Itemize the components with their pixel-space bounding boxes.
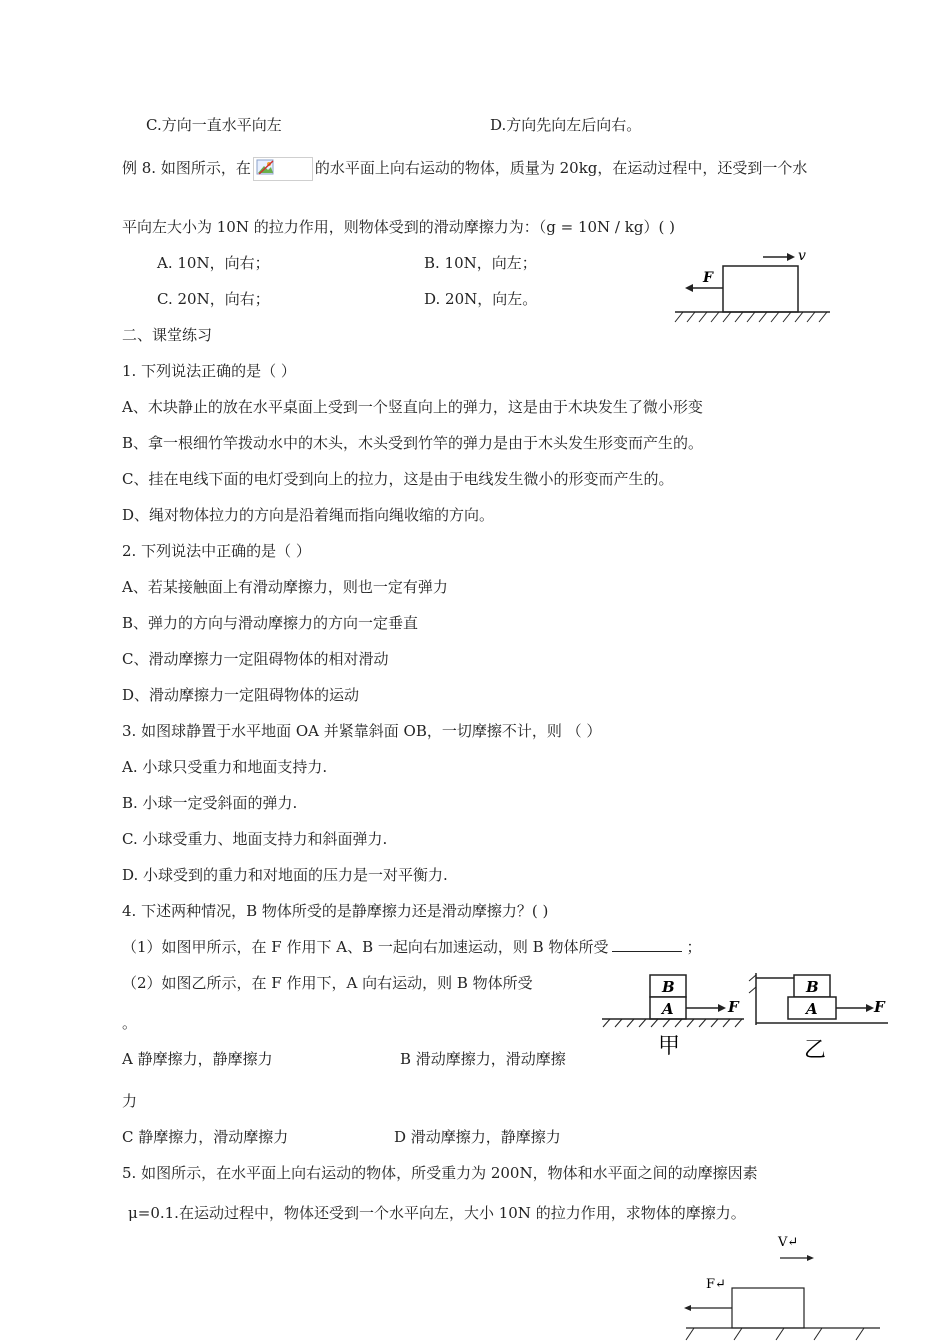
block-b-label: B: [662, 978, 675, 996]
q3-option-b: B. 小球一定受斜面的弹力.: [122, 794, 298, 812]
ex8-stem-a: 例 8. 如图所示，在: [122, 159, 251, 177]
block-b-label: B: [806, 978, 819, 996]
ex8-option-a: A. 10N，向右；: [157, 254, 270, 272]
q4-part2-end: 。: [122, 1014, 138, 1032]
q4-part1-text: （1）如图甲所示，在 F 作用下 A、B 一起向右加速运动，则 B 物体所受: [122, 938, 609, 956]
block-a-label: A: [806, 1000, 818, 1018]
velocity-label: v: [798, 248, 806, 264]
force-label: F: [874, 998, 885, 1016]
q2-option-c: C、滑动摩擦力一定阻碍物体的相对滑动: [122, 650, 389, 668]
q5-figure: [680, 1228, 885, 1344]
q4-option-c: C 静摩擦力，滑动摩擦力: [122, 1128, 289, 1146]
q2-option-b: B、弹力的方向与滑动摩擦力的方向一定垂直: [122, 614, 419, 632]
q5-stem2: μ=0.1.在运动过程中，物体还受到一个水平向左，大小 10N 的拉力作用，求物体的摩擦力。: [128, 1204, 746, 1222]
q3-stem: 3. 如图球静置于水平地面 OA 并紧靠斜面 OB，一切摩擦不计，则 （ ）: [122, 722, 602, 740]
ex8-figure: [665, 240, 840, 330]
figure-yi: [749, 973, 888, 1063]
ex8-option-b: B. 10N，向左；: [424, 254, 537, 272]
q1-stem: 1. 下列说法正确的是（ ）: [122, 362, 296, 380]
force-arrowhead-icon: [718, 1004, 726, 1012]
q1-option-d: D、绳对物体拉力的方向是沿着绳而指向绳收缩的方向。: [122, 506, 495, 524]
velocity-label: V↵: [778, 1235, 799, 1250]
section-title: 二、课堂练习: [122, 326, 213, 344]
q1-option-c: C、挂在电线下面的电灯受到向上的拉力，这是由于电线发生微小的形变而产生的。: [122, 470, 674, 488]
q4-part1-blank: [612, 937, 682, 952]
wall-hatch: [749, 975, 756, 993]
q4-part2: （2）如图乙所示，在 F 作用下，A 向右运动，则 B 物体所受: [122, 974, 533, 992]
q3-option-c: C. 小球受重力、地面支持力和斜面弹力.: [122, 830, 388, 848]
force-label: F: [728, 998, 739, 1016]
block: [732, 1288, 804, 1328]
ground-hatch: [675, 312, 827, 322]
q2-option-a: A、若某接触面上有滑动摩擦力，则也一定有弹力: [122, 578, 448, 596]
block: [723, 266, 798, 312]
q4-option-b: B 滑动摩擦力，滑动摩擦: [400, 1050, 566, 1068]
ground-hatch: [603, 1019, 742, 1027]
ground-hatch: [686, 1328, 864, 1340]
q4-part1-end: ；: [686, 938, 702, 956]
prev-option-d: D.方向先向左后向右。: [490, 116, 642, 134]
force-label: F↵: [706, 1277, 726, 1292]
q4-option-d: D 滑动摩擦力，静摩擦力: [394, 1128, 561, 1146]
velocity-arrowhead-icon: [787, 253, 795, 261]
q1-option-b: B、拿一根细竹竿拨动水中的木头，木头受到竹竿的弹力是由于木头发生形变而产生的。: [122, 434, 704, 452]
ex8-option-d: D. 20N，向左。: [424, 290, 538, 308]
figure-jia: [602, 975, 744, 1059]
q4-stem: 4. 下述两种情况，B 物体所受的是静摩擦力还是滑动摩擦力？( ): [122, 902, 549, 920]
q2-stem: 2. 下列说法中正确的是（ ）: [122, 542, 311, 560]
q4-option-b-cont: 力: [122, 1092, 138, 1110]
figure-label-yi: 乙: [804, 1038, 827, 1063]
q3-option-a: A. 小球只受重力和地面支持力.: [122, 758, 328, 776]
q3-option-d: D. 小球受到的重力和对地面的压力是一对平衡力.: [122, 866, 448, 884]
velocity-arrowhead-icon: [807, 1255, 814, 1261]
block-a-label: A: [662, 1000, 674, 1018]
broken-image-icon: [253, 157, 313, 181]
force-arrowhead-icon: [866, 1004, 874, 1012]
ex8-stem-line1: [122, 157, 807, 181]
force-arrowhead-icon: [685, 284, 693, 292]
q2-option-d: D、滑动摩擦力一定阻碍物体的运动: [122, 686, 360, 704]
q5-stem: 5. 如图所示，在水平面上向右运动的物体，所受重力为 200N，物体和水平面之间的动摩擦因素: [122, 1164, 758, 1182]
prev-option-c: C.方向一直水平向左: [146, 116, 282, 134]
q4-part1: [122, 937, 701, 957]
q1-option-a: A、木块静止的放在水平桌面上受到一个竖直向上的弹力，这是由于木块发生了微小形变: [122, 398, 703, 416]
ex8-stem-b: 的水平面上向右运动的物体，质量为 20kg，在运动过程中，还受到一个水: [314, 159, 808, 177]
q4-figure: [598, 965, 890, 1065]
ex8-option-c: C. 20N，向右；: [157, 290, 270, 308]
figure-label-jia: 甲: [658, 1034, 681, 1059]
q4-option-a: A 静摩擦力，静摩擦力: [122, 1050, 273, 1068]
force-arrowhead-icon: [684, 1305, 691, 1311]
force-label: F: [703, 270, 713, 286]
ex8-stem-line2: 平向左大小为 10N 的拉力作用，则物体受到的滑动摩擦力为：（g = 10N / kg）( ): [122, 218, 675, 236]
